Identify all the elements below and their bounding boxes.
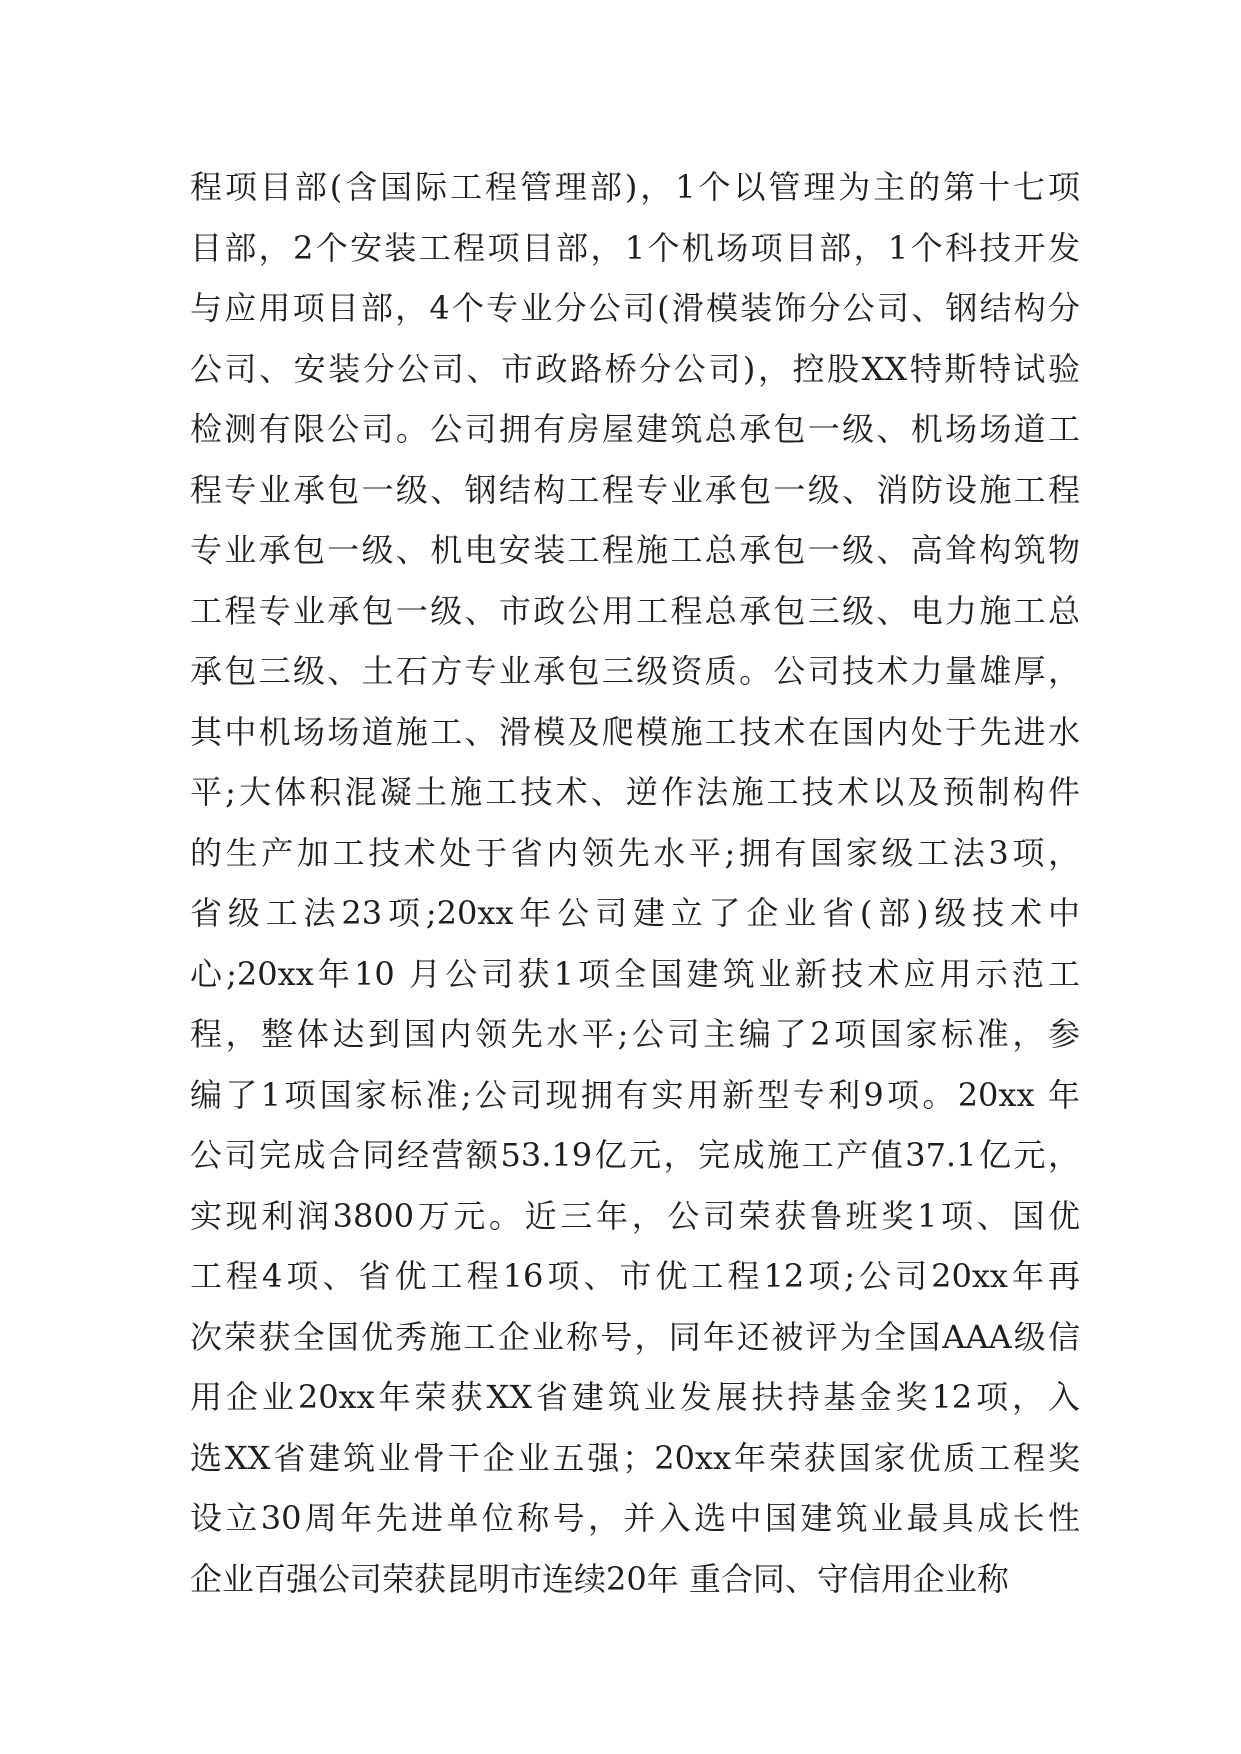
text-line: 程，整体达到国内领先水平;公司主编了2项国家标准，参 xyxy=(190,1015,1080,1053)
text-line: 省级工法23项;20xx年公司建立了企业省(部)级技术中 xyxy=(190,894,1080,932)
text-line: 检测有限公司。公司拥有房屋建筑总承包一级、机场场道工 xyxy=(190,410,1080,448)
text-line: 设立30周年先进单位称号，并入选中国建筑业最具成长性 xyxy=(190,1499,1080,1537)
text-line: 与应用项目部，4个专业分公司(滑模装饰分公司、钢结构分 xyxy=(190,289,1080,327)
text-line: 承包三级、土石方专业承包三级资质。公司技术力量雄厚， xyxy=(190,652,1080,690)
text-line: 公司完成合同经营额53.19亿元，完成施工产值37.1亿元， xyxy=(190,1136,1080,1174)
text-line: 目部，2个安装工程项目部，1个机场项目部，1个科技开发 xyxy=(190,228,1080,267)
text-line: 实现利润3800万元。近三年，公司荣获鲁班奖1项、国优 xyxy=(190,1196,1080,1235)
text-line: 其中机场场道施工、滑模及爬模施工技术在国内处于先进水 xyxy=(190,712,1080,751)
text-line: 工程4项、省优工程16项、市优工程12项;公司20xx年再 xyxy=(190,1257,1080,1295)
body-paragraph xyxy=(190,157,1080,1609)
text-line: 次荣获全国优秀施工企业称号，同年还被评为全国AAA级信 xyxy=(190,1317,1080,1356)
text-line: 用企业20xx年荣获XX省建筑业发展扶持基金奖12项，入 xyxy=(190,1378,1080,1416)
text-line: 的生产加工技术处于省内领先水平;拥有国家级工法3项， xyxy=(190,833,1080,872)
text-line: 公司、安装分公司、市政路桥分公司)，控股XX特斯特试验 xyxy=(190,349,1080,388)
text-line: 程项目部(含国际工程管理部)，1个以管理为主的第十七项 xyxy=(190,168,1080,206)
text-line: 工程专业承包一级、市政公用工程总承包三级、电力施工总 xyxy=(190,591,1080,630)
text-line: 程专业承包一级、钢结构工程专业承包一级、消防设施工程 xyxy=(190,470,1080,509)
text-line: 编了1项国家标准;公司现拥有实用新型专利9项。20xx 年 xyxy=(190,1075,1080,1114)
text-line: 选XX省建筑业骨干企业五强；20xx年荣获国家优质工程奖 xyxy=(190,1438,1080,1477)
text-line: 平;大体积混凝土施工技术、逆作法施工技术以及预制构件 xyxy=(190,773,1080,811)
text-line: 企业百强公司荣获昆明市连续20年 重合同、守信用企业称 xyxy=(190,1559,1009,1598)
text-line: 专业承包一级、机电安装工程施工总承包一级、高耸构筑物 xyxy=(190,531,1080,569)
text-line: 心;20xx年10 月公司获1项全国建筑业新技术应用示范工 xyxy=(190,954,1080,993)
